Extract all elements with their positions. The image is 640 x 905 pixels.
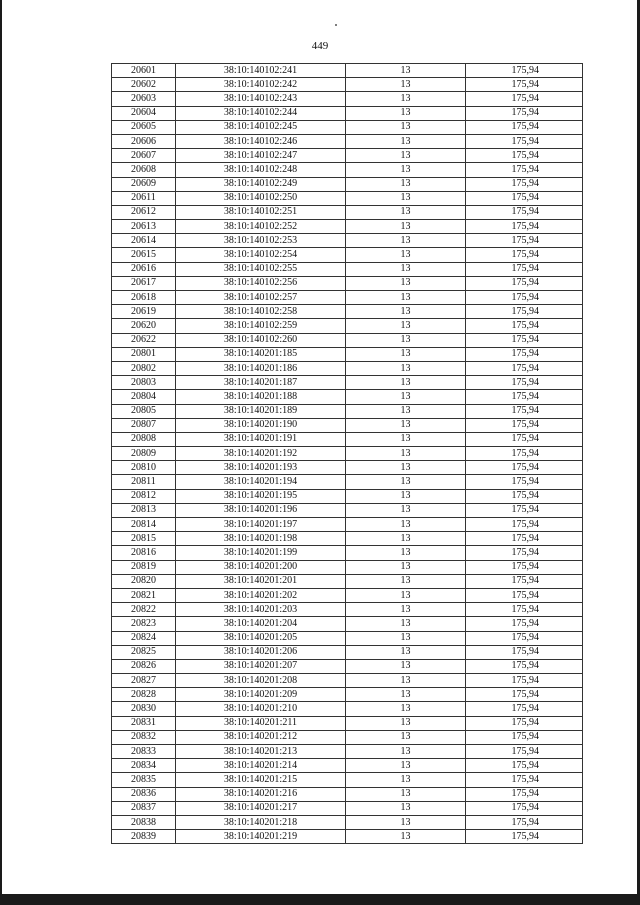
cell-area: 175,94 <box>466 262 583 276</box>
cell-cadastral-number: 38:10:140201:208 <box>176 674 346 688</box>
cell-area: 175,94 <box>466 503 583 517</box>
cell-cadastral-number: 38:10:140201:189 <box>176 404 346 418</box>
cell-number: 20832 <box>112 730 176 744</box>
cell-quantity: 13 <box>346 347 466 361</box>
cell-cadastral-number: 38:10:140201:191 <box>176 432 346 446</box>
cell-cadastral-number: 38:10:140102:255 <box>176 262 346 276</box>
cell-number: 20608 <box>112 163 176 177</box>
cell-area: 175,94 <box>466 830 583 844</box>
cell-area: 175,94 <box>466 631 583 645</box>
cell-area: 175,94 <box>466 177 583 191</box>
cell-cadastral-number: 38:10:140201:204 <box>176 617 346 631</box>
cell-cadastral-number: 38:10:140201:211 <box>176 716 346 730</box>
cell-quantity: 13 <box>346 64 466 78</box>
table-row <box>112 773 583 787</box>
cell-quantity: 13 <box>346 503 466 517</box>
cell-area: 175,94 <box>466 759 583 773</box>
cell-quantity: 13 <box>346 163 466 177</box>
cell-cadastral-number: 38:10:140201:197 <box>176 518 346 532</box>
table-row <box>112 674 583 688</box>
cell-area: 175,94 <box>466 92 583 106</box>
table-row <box>112 645 583 659</box>
cell-area: 175,94 <box>466 149 583 163</box>
cell-number: 20617 <box>112 276 176 290</box>
cell-quantity: 13 <box>346 177 466 191</box>
table-row <box>112 120 583 134</box>
cell-cadastral-number: 38:10:140201:185 <box>176 347 346 361</box>
cell-cadastral-number: 38:10:140201:210 <box>176 702 346 716</box>
table-row <box>112 603 583 617</box>
cell-number: 20607 <box>112 149 176 163</box>
cell-number: 20615 <box>112 248 176 262</box>
cell-cadastral-number: 38:10:140102:252 <box>176 220 346 234</box>
table-row <box>112 64 583 78</box>
cell-quantity: 13 <box>346 716 466 730</box>
cell-quantity: 13 <box>346 248 466 262</box>
cell-number: 20603 <box>112 92 176 106</box>
cell-quantity: 13 <box>346 546 466 560</box>
cell-area: 175,94 <box>466 106 583 120</box>
cell-quantity: 13 <box>346 220 466 234</box>
cell-cadastral-number: 38:10:140201:190 <box>176 418 346 432</box>
cell-quantity: 13 <box>346 801 466 815</box>
cell-area: 175,94 <box>466 546 583 560</box>
cell-quantity: 13 <box>346 92 466 106</box>
cell-cadastral-number: 38:10:140201:205 <box>176 631 346 645</box>
cell-cadastral-number: 38:10:140201:209 <box>176 688 346 702</box>
table-row <box>112 489 583 503</box>
cell-number: 20838 <box>112 815 176 829</box>
cell-number: 20801 <box>112 347 176 361</box>
cell-quantity: 13 <box>346 674 466 688</box>
cell-cadastral-number: 38:10:140201:212 <box>176 730 346 744</box>
cell-number: 20802 <box>112 361 176 375</box>
page-number: 449 <box>311 40 329 52</box>
table-row <box>112 234 583 248</box>
cell-area: 175,94 <box>466 248 583 262</box>
cell-number: 20831 <box>112 716 176 730</box>
table-row <box>112 276 583 290</box>
cell-area: 175,94 <box>466 773 583 787</box>
table-row <box>112 163 583 177</box>
table-row <box>112 759 583 773</box>
cell-cadastral-number: 38:10:140201:219 <box>176 830 346 844</box>
cell-area: 175,94 <box>466 418 583 432</box>
cell-number: 20834 <box>112 759 176 773</box>
cell-area: 175,94 <box>466 163 583 177</box>
cell-number: 20619 <box>112 305 176 319</box>
cell-cadastral-number: 38:10:140201:186 <box>176 361 346 375</box>
cell-cadastral-number: 38:10:140201:214 <box>176 759 346 773</box>
cell-quantity: 13 <box>346 617 466 631</box>
cell-cadastral-number: 38:10:140201:195 <box>176 489 346 503</box>
cell-quantity: 13 <box>346 659 466 673</box>
table-row <box>112 447 583 461</box>
cell-area: 175,94 <box>466 220 583 234</box>
cell-quantity: 13 <box>346 603 466 617</box>
cell-number: 20807 <box>112 418 176 432</box>
table-row <box>112 404 583 418</box>
cell-quantity: 13 <box>346 773 466 787</box>
table-row <box>112 830 583 844</box>
table-row <box>112 92 583 106</box>
cell-area: 175,94 <box>466 674 583 688</box>
cell-quantity: 13 <box>346 291 466 305</box>
cell-quantity: 13 <box>346 333 466 347</box>
cell-cadastral-number: 38:10:140102:242 <box>176 78 346 92</box>
cell-number: 20824 <box>112 631 176 645</box>
cell-area: 175,94 <box>466 730 583 744</box>
cell-quantity: 13 <box>346 262 466 276</box>
cell-quantity: 13 <box>346 532 466 546</box>
table-row <box>112 588 583 602</box>
cell-area: 175,94 <box>466 716 583 730</box>
cell-area: 175,94 <box>466 291 583 305</box>
table-row <box>112 503 583 517</box>
cell-cadastral-number: 38:10:140102:246 <box>176 134 346 148</box>
cell-cadastral-number: 38:10:140102:248 <box>176 163 346 177</box>
cell-number: 20611 <box>112 191 176 205</box>
cell-area: 175,94 <box>466 617 583 631</box>
cell-area: 175,94 <box>466 64 583 78</box>
cell-quantity: 13 <box>346 376 466 390</box>
table-row <box>112 631 583 645</box>
cell-quantity: 13 <box>346 560 466 574</box>
cell-cadastral-number: 38:10:140201:203 <box>176 603 346 617</box>
cell-number: 20803 <box>112 376 176 390</box>
cell-cadastral-number: 38:10:140102:258 <box>176 305 346 319</box>
table-row <box>112 390 583 404</box>
cell-quantity: 13 <box>346 574 466 588</box>
table-row <box>112 716 583 730</box>
cell-cadastral-number: 38:10:140102:249 <box>176 177 346 191</box>
table-row <box>112 659 583 673</box>
cell-cadastral-number: 38:10:140102:245 <box>176 120 346 134</box>
cell-cadastral-number: 38:10:140102:241 <box>176 64 346 78</box>
cell-quantity: 13 <box>346 461 466 475</box>
cell-cadastral-number: 38:10:140201:199 <box>176 546 346 560</box>
cell-number: 20614 <box>112 234 176 248</box>
table-row <box>112 376 583 390</box>
cell-area: 175,94 <box>466 234 583 248</box>
cell-number: 20620 <box>112 319 176 333</box>
table-row <box>112 532 583 546</box>
cell-cadastral-number: 38:10:140201:194 <box>176 475 346 489</box>
cell-quantity: 13 <box>346 745 466 759</box>
cell-cadastral-number: 38:10:140201:213 <box>176 745 346 759</box>
cell-number: 20606 <box>112 134 176 148</box>
cell-area: 175,94 <box>466 347 583 361</box>
cell-number: 20823 <box>112 617 176 631</box>
cell-quantity: 13 <box>346 432 466 446</box>
cell-cadastral-number: 38:10:140201:188 <box>176 390 346 404</box>
table-row <box>112 461 583 475</box>
cell-quantity: 13 <box>346 447 466 461</box>
cell-cadastral-number: 38:10:140201:207 <box>176 659 346 673</box>
table-row <box>112 319 583 333</box>
cell-area: 175,94 <box>466 787 583 801</box>
cell-number: 20618 <box>112 291 176 305</box>
data-table <box>111 63 583 844</box>
table-row <box>112 333 583 347</box>
cell-cadastral-number: 38:10:140201:200 <box>176 560 346 574</box>
cell-quantity: 13 <box>346 830 466 844</box>
table-row <box>112 361 583 375</box>
cell-number: 20827 <box>112 674 176 688</box>
cell-area: 175,94 <box>466 560 583 574</box>
cell-quantity: 13 <box>346 645 466 659</box>
cell-quantity: 13 <box>346 815 466 829</box>
cell-cadastral-number: 38:10:140102:251 <box>176 205 346 219</box>
cell-quantity: 13 <box>346 730 466 744</box>
scan-left-edge <box>0 0 2 905</box>
cell-cadastral-number: 38:10:140201:216 <box>176 787 346 801</box>
cell-area: 175,94 <box>466 404 583 418</box>
cell-quantity: 13 <box>346 475 466 489</box>
table-row <box>112 149 583 163</box>
table-row <box>112 546 583 560</box>
cell-number: 20835 <box>112 773 176 787</box>
table-row <box>112 106 583 120</box>
cell-quantity: 13 <box>346 149 466 163</box>
cell-area: 175,94 <box>466 475 583 489</box>
cell-cadastral-number: 38:10:140102:247 <box>176 149 346 163</box>
cell-cadastral-number: 38:10:140201:215 <box>176 773 346 787</box>
cell-area: 175,94 <box>466 333 583 347</box>
cell-cadastral-number: 38:10:140201:201 <box>176 574 346 588</box>
table-row <box>112 518 583 532</box>
cell-area: 175,94 <box>466 134 583 148</box>
cell-number: 20830 <box>112 702 176 716</box>
cell-area: 175,94 <box>466 361 583 375</box>
table-row <box>112 220 583 234</box>
cell-area: 175,94 <box>466 276 583 290</box>
cell-quantity: 13 <box>346 702 466 716</box>
cell-area: 175,94 <box>466 205 583 219</box>
table-row <box>112 475 583 489</box>
cell-area: 175,94 <box>466 702 583 716</box>
table-row <box>112 745 583 759</box>
cell-cadastral-number: 38:10:140201:198 <box>176 532 346 546</box>
cell-area: 175,94 <box>466 390 583 404</box>
cell-cadastral-number: 38:10:140102:244 <box>176 106 346 120</box>
cell-number: 20601 <box>112 64 176 78</box>
cell-cadastral-number: 38:10:140102:256 <box>176 276 346 290</box>
table-row <box>112 432 583 446</box>
cell-area: 175,94 <box>466 489 583 503</box>
cell-area: 175,94 <box>466 305 583 319</box>
cell-area: 175,94 <box>466 603 583 617</box>
cell-number: 20826 <box>112 659 176 673</box>
cell-area: 175,94 <box>466 645 583 659</box>
table-row <box>112 418 583 432</box>
table-row <box>112 78 583 92</box>
cell-number: 20821 <box>112 588 176 602</box>
cell-number: 20833 <box>112 745 176 759</box>
cell-cadastral-number: 38:10:140102:254 <box>176 248 346 262</box>
cell-cadastral-number: 38:10:140201:196 <box>176 503 346 517</box>
cell-number: 20809 <box>112 447 176 461</box>
cell-number: 20837 <box>112 801 176 815</box>
cell-number: 20810 <box>112 461 176 475</box>
cell-number: 20609 <box>112 177 176 191</box>
cell-number: 20819 <box>112 560 176 574</box>
cell-number: 20804 <box>112 390 176 404</box>
table-body <box>112 64 583 844</box>
cell-number: 20815 <box>112 532 176 546</box>
cell-quantity: 13 <box>346 518 466 532</box>
cell-number: 20613 <box>112 220 176 234</box>
cell-area: 175,94 <box>466 432 583 446</box>
cell-cadastral-number: 38:10:140102:257 <box>176 291 346 305</box>
cell-quantity: 13 <box>346 106 466 120</box>
table-row <box>112 205 583 219</box>
cell-cadastral-number: 38:10:140201:187 <box>176 376 346 390</box>
cell-number: 20811 <box>112 475 176 489</box>
table-row <box>112 730 583 744</box>
cell-cadastral-number: 38:10:140201:192 <box>176 447 346 461</box>
cell-quantity: 13 <box>346 78 466 92</box>
table-row <box>112 134 583 148</box>
cell-cadastral-number: 38:10:140201:193 <box>176 461 346 475</box>
cell-cadastral-number: 38:10:140201:218 <box>176 815 346 829</box>
cell-quantity: 13 <box>346 489 466 503</box>
cell-number: 20813 <box>112 503 176 517</box>
table-row <box>112 248 583 262</box>
cell-number: 20814 <box>112 518 176 532</box>
cell-area: 175,94 <box>466 745 583 759</box>
cell-quantity: 13 <box>346 404 466 418</box>
table-row <box>112 305 583 319</box>
cell-number: 20836 <box>112 787 176 801</box>
cell-quantity: 13 <box>346 361 466 375</box>
cell-quantity: 13 <box>346 631 466 645</box>
cell-quantity: 13 <box>346 191 466 205</box>
table-row <box>112 617 583 631</box>
cell-area: 175,94 <box>466 319 583 333</box>
table-row <box>112 815 583 829</box>
cell-area: 175,94 <box>466 376 583 390</box>
cell-number: 20812 <box>112 489 176 503</box>
cell-cadastral-number: 38:10:140201:202 <box>176 588 346 602</box>
cell-quantity: 13 <box>346 319 466 333</box>
cell-cadastral-number: 38:10:140201:217 <box>176 801 346 815</box>
cell-number: 20820 <box>112 574 176 588</box>
table-row <box>112 560 583 574</box>
cell-area: 175,94 <box>466 574 583 588</box>
cell-quantity: 13 <box>346 234 466 248</box>
scan-speck <box>335 24 337 26</box>
cell-cadastral-number: 38:10:140102:243 <box>176 92 346 106</box>
cell-quantity: 13 <box>346 390 466 404</box>
cell-area: 175,94 <box>466 518 583 532</box>
cell-cadastral-number: 38:10:140102:260 <box>176 333 346 347</box>
cell-number: 20622 <box>112 333 176 347</box>
cell-area: 175,94 <box>466 461 583 475</box>
cell-cadastral-number: 38:10:140102:253 <box>176 234 346 248</box>
cell-number: 20602 <box>112 78 176 92</box>
table-row <box>112 787 583 801</box>
cell-area: 175,94 <box>466 78 583 92</box>
table-row <box>112 347 583 361</box>
cell-quantity: 13 <box>346 759 466 773</box>
cell-number: 20605 <box>112 120 176 134</box>
cell-number: 20612 <box>112 205 176 219</box>
cell-quantity: 13 <box>346 305 466 319</box>
cell-area: 175,94 <box>466 688 583 702</box>
cell-quantity: 13 <box>346 418 466 432</box>
table-row <box>112 177 583 191</box>
cell-cadastral-number: 38:10:140102:250 <box>176 191 346 205</box>
cell-area: 175,94 <box>466 659 583 673</box>
cell-number: 20604 <box>112 106 176 120</box>
cell-number: 20816 <box>112 546 176 560</box>
table-row <box>112 702 583 716</box>
cell-area: 175,94 <box>466 447 583 461</box>
cell-quantity: 13 <box>346 205 466 219</box>
cell-cadastral-number: 38:10:140102:259 <box>176 319 346 333</box>
cell-area: 175,94 <box>466 801 583 815</box>
cell-quantity: 13 <box>346 276 466 290</box>
cell-quantity: 13 <box>346 134 466 148</box>
table-row <box>112 191 583 205</box>
cell-quantity: 13 <box>346 120 466 134</box>
table-row <box>112 291 583 305</box>
cell-area: 175,94 <box>466 532 583 546</box>
cell-quantity: 13 <box>346 588 466 602</box>
scan-bottom-edge <box>0 894 640 905</box>
cell-area: 175,94 <box>466 120 583 134</box>
table-row <box>112 688 583 702</box>
cell-number: 20828 <box>112 688 176 702</box>
cell-number: 20839 <box>112 830 176 844</box>
table-row <box>112 574 583 588</box>
cell-area: 175,94 <box>466 191 583 205</box>
cell-area: 175,94 <box>466 815 583 829</box>
cell-cadastral-number: 38:10:140201:206 <box>176 645 346 659</box>
cell-number: 20805 <box>112 404 176 418</box>
cell-number: 20808 <box>112 432 176 446</box>
cell-quantity: 13 <box>346 688 466 702</box>
cell-number: 20822 <box>112 603 176 617</box>
table-row <box>112 801 583 815</box>
cell-number: 20825 <box>112 645 176 659</box>
cell-quantity: 13 <box>346 787 466 801</box>
cell-area: 175,94 <box>466 588 583 602</box>
cell-number: 20616 <box>112 262 176 276</box>
table-row <box>112 262 583 276</box>
